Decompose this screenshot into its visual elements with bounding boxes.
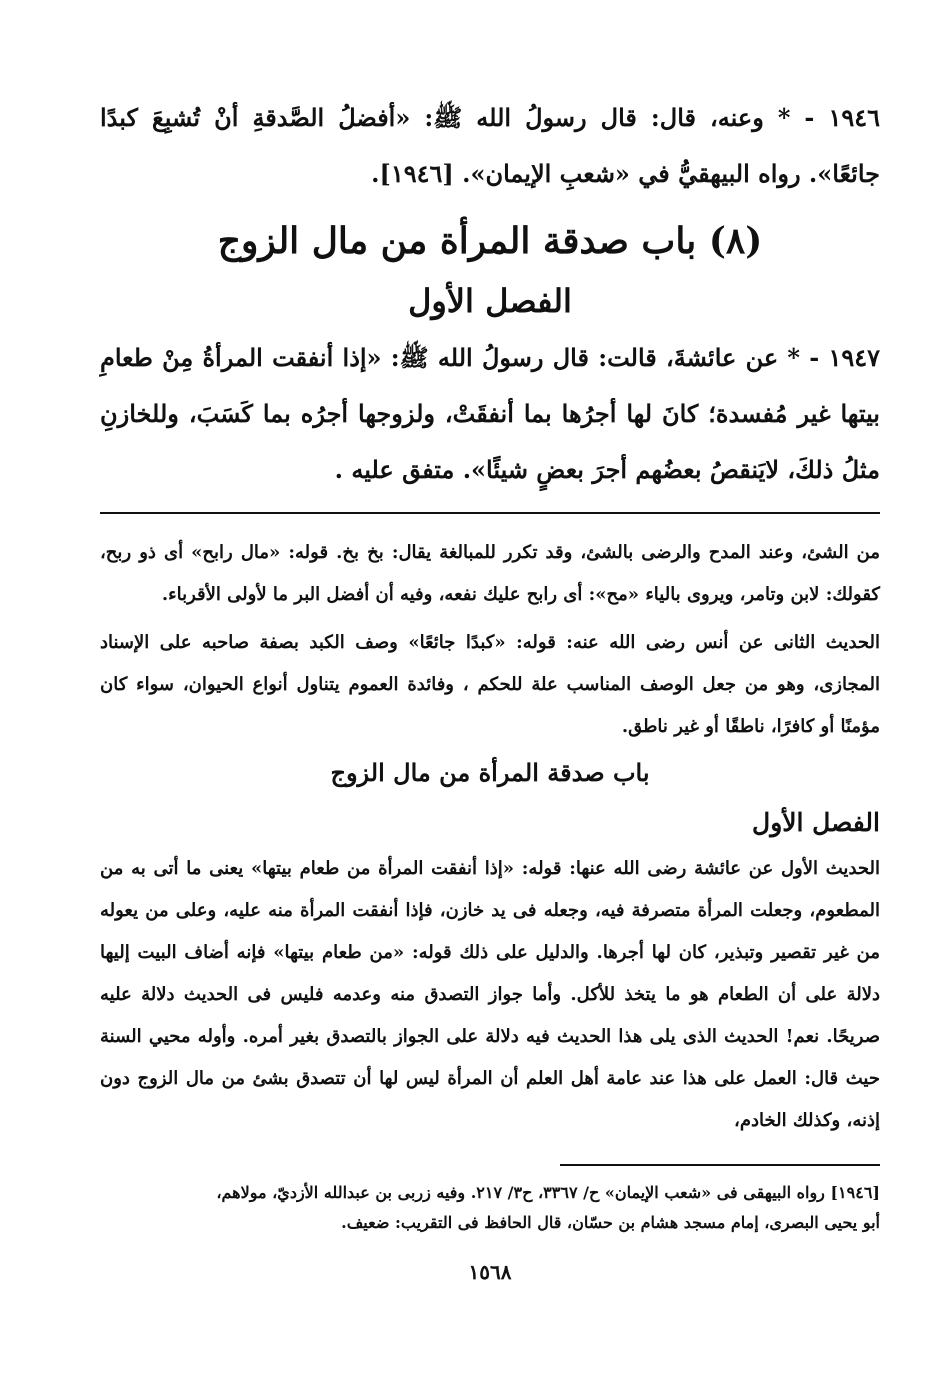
- section-title: الفصل الأول: [408, 282, 572, 320]
- commentary-divider: [100, 512, 880, 514]
- hadith-1947: ١٩٤٧ - * عن عائشةَ، قالت: قال رسولُ الله ﷺ: «إذا أنفقت المرأةُ مِنْ طعامِ بيتها غير مُفسدة؛ كانَ لها أجرُها بما أنفقَتْ، ولزوجها أجرُه بما كَسَبَ، وللخازنِ مثلُ ذلكَ، لايَنقصُ بعضُهم أجرَ بعضٍ شيئًا». متفق عليه .: [100, 343, 881, 484]
- commentary-section-title: الفصل الأول: [752, 808, 880, 837]
- commentary-paragraph-2: الحديث الثانى عن أنس رضى الله عنه: قوله: «كبدًا جائعًا» وصف الكبد بصفة صاحبه على الإسناد المجازى، وهو من جعل الوصف المناسب علة للحكم ، وفائدة العموم يتناول أنواع الحيوان، سواء كان مؤمنًا أو كافرًا، ناطقًا أو غير ناطق.: [100, 632, 880, 737]
- footnote-divider: [560, 1164, 880, 1166]
- footnote-line-1: [١٩٤٦] رواه البيهقى فى «شعب الإيمان» ح/ ٣٣٦٧، ح٣/ ٢١٧. وفيه زربى بن عبدالله الأزديّ، مولاهم،: [216, 1183, 880, 1202]
- page-number: ١٥٦٨: [468, 1260, 512, 1284]
- commentary-paragraph-3: الحديث الأول عن عائشة رضى الله عنها: قوله: «إذا أنفقت المرأة من طعام بيتها» يعنى ما أتى به من المطعوم، وجعلت المرأة متصرفة فيه، وجعله فى يد خازن، فإذا أنفقت المرأة منه عليه، وعلى من يعوله من غير تقصير وتبذير، كان لها أجرها. والدليل على ذلك قوله: «من طعام بيتها» فإنه أضاف البيت إليها دلالة على أن الطعام هو ما يتخذ للأكل. وأما جواز التصدق منه وعدمه فليس فى الحديث دلالة عليه صريحًا. نعم! الحديث الذى يلى هذا الحديث فيه دلالة على الجواز بالتصدق بغير أمره. وأوله محيي السنة حيث قال: العمل على هذا عند عامة أهل العلم أن المرأة ليس لها أن تتصدق بشئ من مال الزوج دون إذنه، وكذلك الخادم،: [100, 858, 880, 1131]
- hadith-1946: ١٩٤٦ - * وعنه، قال: قال رسولُ الله ﷺ: «أفضلُ الصَّدقةِ أنْ تُشبِعَ كبدًا جائعًا». رواه البيهقيُّ في «شعبِ الإيمان». [١٩٤٦].: [100, 103, 880, 188]
- page-body: [100, 90, 880, 1284]
- commentary-chapter-title: باب صدقة المرأة من مال الزوج: [330, 758, 650, 787]
- commentary-paragraph-1: من الشئ، وعند المدح والرضى بالشئ، وقد تكرر للمبالغة يقال: بخ بخ. قوله: «مال رابح» أى ذو ربح، كقولك: لابن وتامر، ويروى بالياء «مح»: أى رابح عليك نفعه، وفيه أن أفضل البر ما لأولى الأقرباء.: [100, 542, 880, 605]
- chapter-title: (٨) باب صدقة المرأة من مال الزوج: [217, 220, 763, 262]
- footnote-line-2: أبو يحيى البصرى، إمام مسجد هشام بن حسّان، قال الحافظ فى التقريب: ضعيف.: [341, 1213, 880, 1232]
